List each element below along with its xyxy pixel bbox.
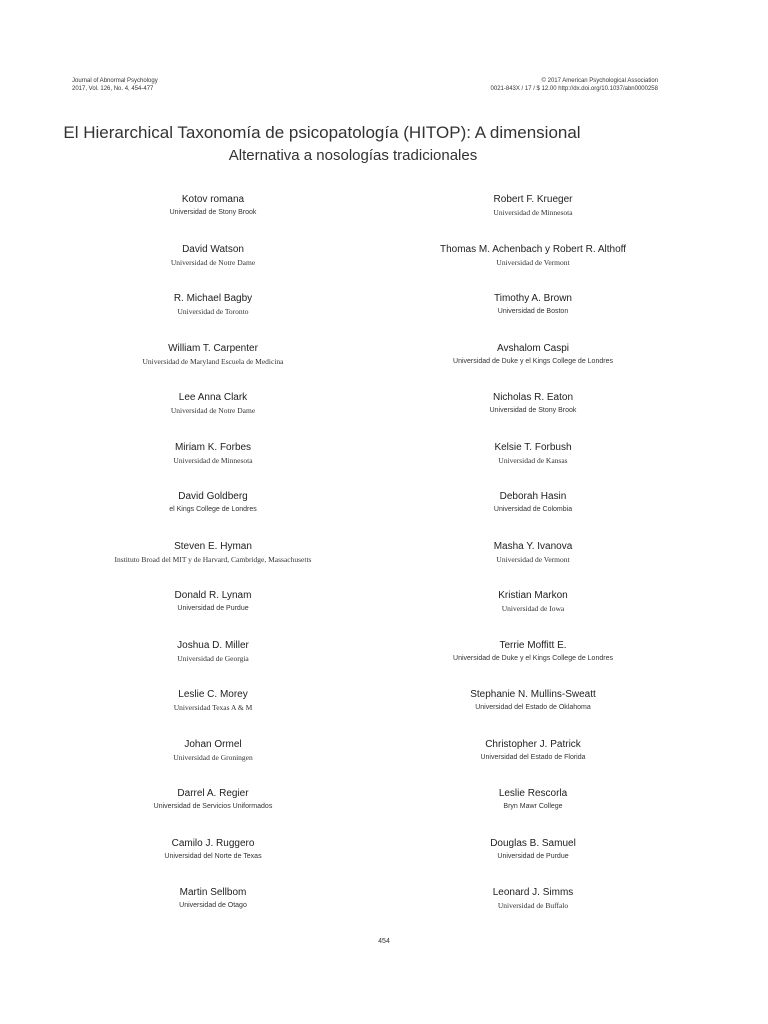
author-affiliation: Universidad del Norte de Texas <box>164 852 262 860</box>
author-affiliation: Universidad de Stony Brook <box>169 209 257 216</box>
author-affiliation: Universidad de Purdue <box>497 852 569 860</box>
author-affiliation: Universidad de Toronto <box>177 307 249 316</box>
author-affiliation: Universidad de Georgia <box>177 653 249 663</box>
author-name: Timothy A. Brown <box>494 293 572 304</box>
article-title <box>0 122 768 167</box>
author-entry <box>53 441 373 467</box>
author-name: Lee Anna Clark <box>178 392 248 403</box>
author-entry <box>373 886 693 912</box>
author-row <box>0 738 768 788</box>
author-affiliation: Universidad de Duke y el Kings College de Londres <box>453 654 613 662</box>
author-affiliation: Universidad del Estado de Florida <box>480 753 586 761</box>
author-entry <box>373 787 693 813</box>
author-entry <box>373 243 693 269</box>
author-entry <box>373 688 693 714</box>
title-line-1: El Hierarchical Taxonomía de psicopatología (HITOP): A dimensional <box>63 123 581 142</box>
author-affiliation: Universidad de Otago <box>179 902 247 909</box>
author-entry <box>53 193 373 219</box>
author-name: Martin Sellbom <box>179 887 247 898</box>
author-entry <box>53 391 373 417</box>
author-affiliation: Universidad de Kansas <box>498 455 568 465</box>
author-affiliation: Universidad de Buffalo <box>497 901 569 910</box>
author-name: Robert F. Krueger <box>493 194 573 205</box>
author-affiliation: Universidad de Vermont <box>496 554 570 564</box>
author-entry <box>373 342 693 368</box>
author-row <box>0 193 768 243</box>
author-affiliation: Universidad de Boston <box>497 308 569 315</box>
author-name: Camilo J. Ruggero <box>171 837 255 849</box>
author-affiliation: Universidad de Minnesota <box>173 455 253 465</box>
author-affiliation: Universidad de Colombia <box>493 506 573 513</box>
author-entry <box>53 292 373 318</box>
author-row <box>0 243 768 293</box>
author-entry <box>53 738 373 764</box>
author-affiliation: Universidad de Duke y el Kings College de Londres <box>453 357 613 365</box>
author-row <box>0 342 768 392</box>
author-name: Johan Ormel <box>184 738 242 750</box>
doi-line: 0021-843X / 17 / $ 12.00 http://dx.doi.org/10.1037/abn0000258 <box>490 86 658 92</box>
journal-header-left <box>72 77 158 93</box>
author-row <box>0 639 768 689</box>
author-name: David Goldberg <box>178 491 248 502</box>
journal-volume: 2017, Vol. 126, No. 4, 454-477 <box>72 86 154 92</box>
author-affiliation: Universidad Texas A & M <box>173 703 253 712</box>
author-entry <box>53 243 373 269</box>
author-affiliation: Universidad de Purdue <box>177 605 249 612</box>
author-row <box>0 292 768 342</box>
author-row <box>0 787 768 837</box>
author-affiliation: el Kings College de Londres <box>169 506 257 513</box>
journal-header-right <box>491 77 658 93</box>
author-affiliation: Instituto Broad del MIT y de Harvard, Cambridge, Massachusetts <box>114 554 312 564</box>
author-row <box>0 688 768 738</box>
author-name: Terrie Moffitt E. <box>499 639 567 651</box>
author-entry <box>373 738 693 764</box>
author-entry <box>53 342 373 368</box>
author-entry <box>53 886 373 912</box>
author-name: Kristian Markon <box>498 590 568 601</box>
author-entry <box>53 540 373 566</box>
author-row <box>0 589 768 639</box>
author-affiliation: Universidad de Iowa <box>501 604 565 613</box>
copyright-line: © 2017 American Psychological Association <box>541 78 658 84</box>
author-affiliation: Universidad de Notre Dame <box>170 406 256 415</box>
author-entry <box>373 292 693 318</box>
author-row <box>0 441 768 491</box>
author-affiliation: Universidad de Groningen <box>173 752 253 762</box>
author-name: Joshua D. Miller <box>177 639 249 651</box>
author-entry <box>373 837 693 863</box>
author-entry <box>373 589 693 615</box>
author-name: Thomas M. Achenbach y Robert R. Althoff <box>439 243 627 255</box>
author-name: Avshalom Caspi <box>496 342 570 354</box>
author-entry <box>373 441 693 467</box>
author-row <box>0 490 768 540</box>
author-name: Miriam K. Forbes <box>174 441 252 453</box>
author-affiliation: Universidad de Stony Brook <box>489 407 577 414</box>
author-affiliation: Universidad del Estado de Oklahoma <box>475 704 591 711</box>
author-row <box>0 391 768 441</box>
author-affiliation: Universidad de Servicios Uniformados <box>153 803 273 810</box>
author-name: Kelsie T. Forbush <box>494 441 572 453</box>
author-name: Masha Y. Ivanova <box>493 540 573 552</box>
author-affiliation: Universidad de Minnesota <box>493 208 573 217</box>
author-name: Leonard J. Simms <box>492 887 574 898</box>
author-entry <box>373 193 693 219</box>
author-name: Leslie Rescorla <box>498 788 568 799</box>
author-entry <box>373 639 693 665</box>
author-entry <box>53 837 373 863</box>
author-entry <box>53 490 373 516</box>
journal-name: Journal of Abnormal Psychology <box>72 78 158 84</box>
author-row <box>0 837 768 887</box>
author-row <box>0 886 768 936</box>
author-entry <box>53 589 373 615</box>
author-row <box>0 540 768 590</box>
author-name: William T. Carpenter <box>168 342 258 354</box>
author-name: Steven E. Hyman <box>174 540 252 552</box>
author-name: Douglas B. Samuel <box>490 837 576 849</box>
author-name: Kotov romana <box>181 194 245 205</box>
page-number: 454 <box>378 938 390 945</box>
author-name: Nicholas R. Eaton <box>492 392 574 403</box>
author-affiliation: Bryn Mawr College <box>503 803 563 810</box>
author-name: Stephanie N. Mullins-Sweatt <box>470 689 596 700</box>
author-entry <box>53 688 373 714</box>
author-entry <box>53 639 373 665</box>
author-name: Darrel A. Regier <box>177 788 249 799</box>
author-name: Christopher J. Patrick <box>485 738 581 750</box>
author-name: Donald R. Lynam <box>174 590 252 601</box>
title-line-2: Alternativa a nosologías tradicionales <box>228 147 478 164</box>
author-affiliation: Universidad de Vermont <box>496 257 570 267</box>
author-name: Leslie C. Morey <box>178 689 248 700</box>
author-name: David Watson <box>182 243 244 255</box>
author-entry <box>53 787 373 813</box>
author-entry <box>373 490 693 516</box>
author-name: R. Michael Bagby <box>173 293 253 304</box>
author-affiliation: Universidad de Maryland Escuela de Medicina <box>142 356 284 366</box>
author-entry <box>373 391 693 417</box>
author-name: Deborah Hasin <box>499 491 567 502</box>
author-list <box>0 193 768 936</box>
author-entry <box>373 540 693 566</box>
author-affiliation: Universidad de Notre Dame <box>170 257 256 267</box>
